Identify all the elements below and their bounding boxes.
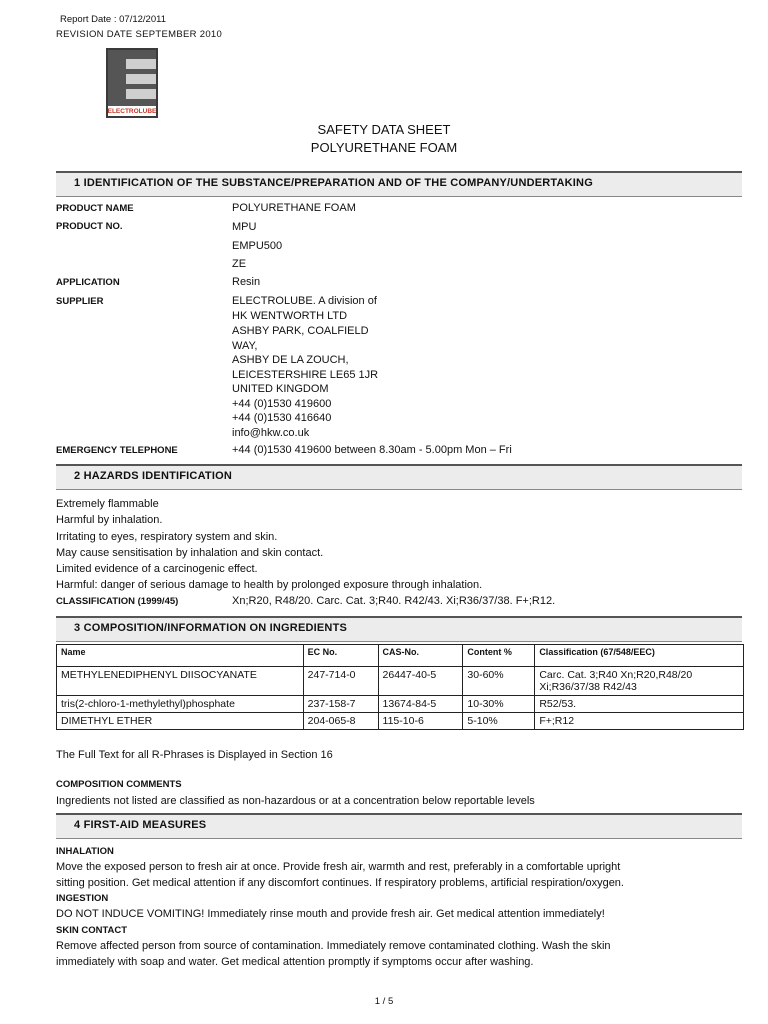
classification: R52/53. <box>535 696 744 713</box>
application-label: APPLICATION <box>56 277 120 288</box>
column-header: Content % <box>463 645 535 667</box>
hazard-line: May cause sensitisation by inhalation and skin contact. <box>56 547 324 559</box>
document-title: SAFETY DATA SHEET <box>317 122 451 137</box>
r-phrases-note: The Full Text for all R-Phrases is Displayed in Section 16 <box>56 749 333 761</box>
product-name-label: PRODUCT NAME <box>56 203 134 214</box>
composition-comments-label: COMPOSITION COMMENTS <box>56 779 182 790</box>
table-row <box>57 667 744 696</box>
emergency-value: +44 (0)1530 419600 between 8.30am - 5.00pm Mon – Fri <box>232 444 512 456</box>
product-name-value: POLYURETHANE FOAM <box>232 202 356 214</box>
skin-contact-label: SKIN CONTACT <box>56 925 128 936</box>
ec-no: 204-065-8 <box>303 713 378 730</box>
hazard-line: Limited evidence of a carcinogenic effect. <box>56 563 258 575</box>
supplier-label: SUPPLIER <box>56 296 104 307</box>
supplier-email: info@hkw.co.uk <box>232 427 310 439</box>
supplier-line: UNITED KINGDOM <box>232 383 329 395</box>
inhalation-text: sitting position. Get medical attention if any discomfort continues. If respiratory problems, artificial respiration/oxygen. <box>56 877 624 889</box>
supplier-line: ASHBY PARK, COALFIELD <box>232 325 369 337</box>
ec-no: 237-158-7 <box>303 696 378 713</box>
product-no-value: ZE <box>232 258 247 270</box>
section-2-heading: 2 HAZARDS IDENTIFICATION <box>56 464 742 490</box>
section-1-heading: 1 IDENTIFICATION OF THE SUBSTANCE/PREPARATION AND OF THE COMPANY/UNDERTAKING <box>56 171 742 197</box>
revision-date: REVISION DATE SEPTEMBER 2010 <box>56 29 223 40</box>
classification: F+;R12 <box>535 713 744 730</box>
table-row <box>57 713 744 730</box>
ingestion-text: DO NOT INDUCE VOMITING! Immediately rinse mouth and provide fresh air. Get medical attention immediately! <box>56 908 605 920</box>
column-header: Name <box>57 645 304 667</box>
hazard-line: Extremely flammable <box>56 498 159 510</box>
composition-comments: Ingredients not listed are classified as non-hazardous or at a concentration below reportable levels <box>56 795 535 807</box>
supplier-fax: +44 (0)1530 416640 <box>232 412 332 424</box>
report-date: Report Date : 07/12/2011 <box>60 14 166 25</box>
cas-no: 13674-84-5 <box>378 696 463 713</box>
skin-contact-text: Remove affected person from source of contamination. Immediately remove contaminated clothing. Wash the skin <box>56 940 611 952</box>
ingredients-table <box>56 644 744 730</box>
ingestion-label: INGESTION <box>56 893 109 904</box>
classification: Carc. Cat. 3;R40 Xn;R20,R48/20 Xi;R36/37/38 R42/43 <box>535 667 744 696</box>
cas-no: 26447-40-5 <box>378 667 463 696</box>
section-3-heading: 3 COMPOSITION/INFORMATION ON INGREDIENTS <box>56 616 742 642</box>
supplier-line: ASHBY DE LA ZOUCH, <box>232 354 349 366</box>
inhalation-text: Move the exposed person to fresh air at once. Provide fresh air, warmth and rest, preferably in a comfortable upright <box>56 861 621 873</box>
column-header: CAS-No. <box>378 645 463 667</box>
hazard-line: Harmful: danger of serious damage to health by prolonged exposure through inhalation. <box>56 579 483 591</box>
page-number: 1 / 5 <box>374 996 394 1007</box>
ingredient-name: METHYLENEDIPHENYL DIISOCYANATE <box>57 667 304 696</box>
classification-value: Xn;R20, R48/20. Carc. Cat. 3;R40. R42/43. Xi;R36/37/38. F+;R12. <box>232 595 556 607</box>
column-header: Classification (67/548/EEC) <box>535 645 744 667</box>
supplier-line: HK WENTWORTH LTD <box>232 310 348 322</box>
supplier-line: LEICESTERSHIRE LE65 1JR <box>232 369 379 381</box>
cas-no: 115-10-6 <box>378 713 463 730</box>
product-title: POLYURETHANE FOAM <box>310 140 458 155</box>
supplier-line: WAY, <box>232 340 258 352</box>
supplier-phone: +44 (0)1530 419600 <box>232 398 332 410</box>
supplier-line: ELECTROLUBE. A division of <box>232 295 377 307</box>
section-4-heading: 4 FIRST-AID MEASURES <box>56 813 742 839</box>
electrolube-logo <box>106 48 158 118</box>
product-no-label: PRODUCT NO. <box>56 221 123 232</box>
logo-wordmark: ELECTROLUBE <box>107 108 157 115</box>
emergency-label: EMERGENCY TELEPHONE <box>56 445 178 456</box>
product-no-value: EMPU500 <box>232 240 283 252</box>
table-header-row <box>57 645 744 667</box>
table-row <box>57 696 744 713</box>
inhalation-label: INHALATION <box>56 846 114 857</box>
content-percent: 5-10% <box>463 713 535 730</box>
content-percent: 10-30% <box>463 696 535 713</box>
hazard-line: Harmful by inhalation. <box>56 514 163 526</box>
classification-label: CLASSIFICATION (1999/45) <box>56 596 179 607</box>
hazard-line: Irritating to eyes, respiratory system and skin. <box>56 531 278 543</box>
product-no-value: MPU <box>232 221 257 233</box>
skin-contact-text: immediately with soap and water. Get medical attention promptly if symptoms occur after washing. <box>56 956 534 968</box>
application-value: Resin <box>232 276 261 288</box>
column-header: EC No. <box>303 645 378 667</box>
ingredient-name: DIMETHYL ETHER <box>57 713 304 730</box>
content-percent: 30-60% <box>463 667 535 696</box>
ingredient-name: tris(2-chloro-1-methylethyl)phosphate <box>57 696 304 713</box>
ec-no: 247-714-0 <box>303 667 378 696</box>
